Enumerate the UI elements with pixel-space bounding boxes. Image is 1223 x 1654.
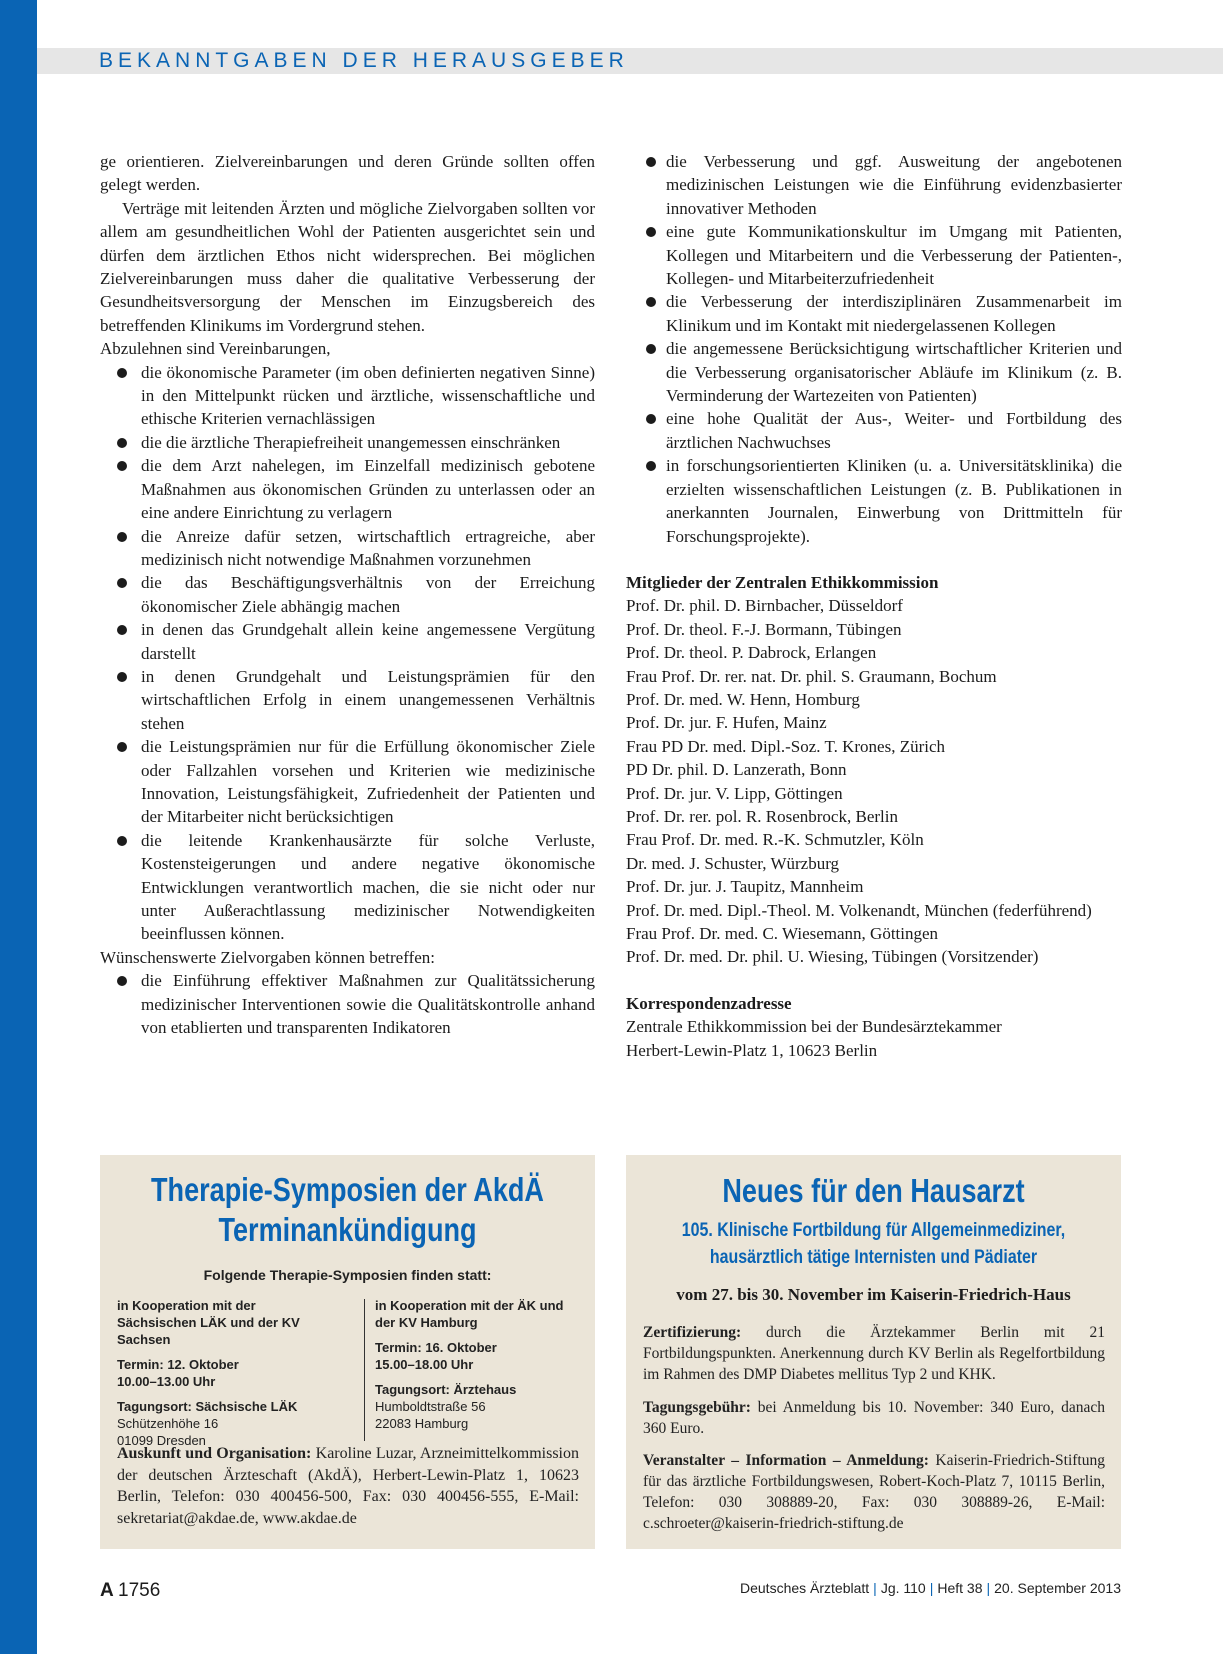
symposium-hamburg [375,1297,585,1432]
fee-info [643,1397,1105,1439]
symposium-columns [117,1297,577,1457]
list-item: die Anreize dafür setzen, wirtschaftlich ertragreiche, aber medizinisch nicht notwendige Maßnahmen vorzunehmen [100,525,595,572]
list-item: die Verbesserung der interdisziplinären Zusammenarbeit im Klinikum und im Kontakt mit niedergelassenen Kollegen [626,290,1122,337]
journal-issue: Heft 38 [937,1580,983,1596]
symposium-dresden [117,1297,327,1449]
member-entry: Dr. med. J. Schuster, Würzburg [626,853,840,873]
certification-label: Zertifizierung: [643,1324,742,1341]
termin-time: 10.00–13.00 Uhr [117,1374,216,1389]
list-item: die Leistungsprämien nur für die Erfüllung ökonomischer Ziele oder Fallzahlen vorsehen und Kriterien wie medizinische Innovation, Leistungsfähigkeit, Zufriedenheit der Patienten und der Mitarbeiter nicht berücksichtigen [100,735,595,829]
left-column [100,150,595,1039]
journal-info: Deutsches Ärzteblatt | Jg. 110 | Heft 38 | 20. September 2013 [740,1580,1121,1596]
venue-name: Tagungsort: Ärztehaus [375,1382,517,1397]
members-list [626,594,1122,969]
page-prefix: A [100,1580,114,1601]
box-title: Neues für den Hausarzt [722,1172,1025,1209]
correspondence-line: Zentrale Ethikkommission bei der Bundesärztekammer [626,1017,1002,1037]
member-entry: Frau Prof. Dr. med. R.-K. Schmutzler, Köln [626,830,924,850]
organizer-label: Veranstalter – Information – Anmeldung: [643,1452,929,1469]
venue-name: Tagungsort: Sächsische LÄK [117,1399,298,1414]
member-entry: PD Dr. phil. D. Lanzerath, Bonn [626,760,847,780]
section-title: BEKANNTGABEN DER HERAUSGEBER [99,49,629,72]
paragraph: ge orientieren. Zielvereinbarungen und deren Gründe sollten offen gelegt werden. [100,152,595,195]
cooperation-text: in Kooperation mit der ÄK und der KV Hamburg [375,1298,564,1330]
member-entry: Prof. Dr. phil. D. Birnbacher, Düsseldorf [626,596,903,616]
cooperation-text: in Kooperation mit der Sächsischen LÄK und der KV Sachsen [117,1298,300,1347]
contact-info [117,1443,579,1529]
member-entry: Prof. Dr. theol. F.-J. Bormann, Tübingen [626,619,902,639]
list-item: die das Beschäftigungsverhältnis von der Erreichung ökonomischer Ziele abhängig machen [100,571,595,618]
fee-text: bei Anmeldung bis 10. November: 340 Euro, danach 360 Euro. [643,1399,1105,1437]
organizer-info [643,1450,1105,1534]
contact-label: Auskunft und Organisation: [117,1445,312,1462]
right-column [626,150,1122,1062]
course-announcement-box [626,1155,1121,1549]
list-item: die ökonomische Parameter (im oben definierten negativen Sinne) in den Mittelpunkt rücken und ärztliche, wissenschaftliche und ethische Kriterien vernachlässigen [100,361,595,431]
symposium-announcement-box [100,1155,595,1549]
list-item: die die ärztliche Therapiefreiheit unangemessen einschränken [100,431,595,454]
venue-street: Humboldtstraße 56 [375,1399,486,1414]
list-item: in denen das Grundgehalt allein keine angemessene Vergütung darstellt [100,618,595,665]
member-entry: Frau PD Dr. med. Dipl.-Soz. T. Krones, Zürich [626,736,946,756]
list-item: die Einführung effektiver Maßnahmen zur Qualitätssicherung medizinischer Interventionen sowie die Qualitätskontrolle anhand von etablierten und transparenten Indikatoren [100,969,595,1039]
section-header-bar [37,48,1223,74]
fee-label: Tagungsgebühr: [643,1399,751,1416]
box-title: Terminankündigung [218,1211,477,1248]
venue-city: 01099 Dresden [117,1433,206,1448]
journal-volume: Jg. 110 [880,1580,926,1596]
list-item: die Verbesserung und ggf. Ausweitung der angebotenen medizinischen Leistungen wie die Einführung evidenzbasierter innovativer Methoden [626,150,1122,220]
correspondence-heading: Korrespondenzadresse [626,993,792,1013]
list-item: die angemessene Berücksichtigung wirtschaftlicher Kriterien und die Verbesserung organisatorischer Abläufe im Klinikum (z. B. Verminderung der Wartezeiten von Patienten) [626,337,1122,407]
certification-text: durch die Ärztekammer Berlin mit 21 Fortbildungspunkten. Anerkennung durch KV Berlin als Regelfortbildung im Rahmen des DMP Diabetes mellitus Typ 2 und KHK. [643,1324,1105,1383]
page-number: 1756 [118,1580,161,1601]
column-divider [364,1299,365,1441]
list-item: in denen Grundgehalt und Leistungsprämien für den wirtschaftlichen Erfolg in einem unangemessenen Verhältnis stehen [100,665,595,735]
side-color-bar [0,0,37,1654]
member-entry: Prof. Dr. med. Dipl.-Theol. M. Volkenandt, München (federführend) [626,900,1092,920]
journal-name: Deutsches Ärzteblatt [740,1580,870,1596]
member-entry: Prof. Dr. rer. pol. R. Rosenbrock, Berlin [626,806,898,826]
member-entry: Prof. Dr. jur. J. Taupitz, Mannheim [626,877,864,897]
member-entry: Prof. Dr. med. W. Henn, Homburg [626,689,860,709]
wish-list-continued [626,150,1122,548]
termin-date: Termin: 16. Oktober [375,1340,497,1355]
member-entry: Prof. Dr. jur. V. Lipp, Göttingen [626,783,843,803]
box-subtitle: 105. Klinische Fortbildung für Allgemeinmediziner, [681,1220,1066,1241]
box-subtitle: hausärztlich tätige Internisten und Pädiater [709,1247,1038,1268]
list-item: in forschungsorientierten Kliniken (u. a. Universitätsklinika) die erzielten wissenschaftlichen Leistungen (z. B. Publikationen in anerkannten Journalen, Einwerbung von Drittmitteln für Forschungsprojekte). [626,454,1122,548]
contact-text: Karoline Luzar, Arzneimittelkommission der deutschen Ärzteschaft (AkdÄ), Herbert-Lewin-Platz 1, 10623 Berlin, Telefon: 030 400456-500, Fax: 030 400456-555, E-Mail: sekretariat@akdae.de, www.akdae.de [117,1445,580,1527]
list-item: eine hohe Qualität der Aus-, Weiter- und Fortbildung des ärztlichen Nachwuchses [626,407,1122,454]
list-item: die dem Arzt nahelegen, im Einzelfall medizinisch gebotene Maßnahmen aus ökonomischen Gründen zu unterlassen oder an eine andere Einrichtung zu verlagern [100,454,595,524]
member-entry: Prof. Dr. med. Dr. phil. U. Wiesing, Tübingen (Vorsitzender) [626,947,1039,967]
list-intro: Abzulehnen sind Vereinbarungen, [100,339,331,359]
venue-city: 22083 Hamburg [375,1416,469,1431]
paragraph: Verträge mit leitenden Ärzten und mögliche Zielvorgaben sollten vor allem am gesundheitlichen Wohl der Patienten ausgerichtet sein und dürfen dem ärztlichen Ethos nicht widersprechen. Bei möglichen Zielvereinbarungen muss daher die qualitative Verbesserung der Gesundheitsversorgung der Menschen im Einzugsbereich des betreffenden Klinikums im Vordergrund stehen. [100,198,595,335]
box-subtitle: Folgende Therapie-Symposien finden statt: [203,1267,492,1283]
member-entry: Frau Prof. Dr. rer. nat. Dr. phil. S. Graumann, Bochum [626,666,997,686]
list-item: die leitende Krankenhausärzte für solche Verluste, Kostensteigerungen und andere negative ökonomische Entwicklungen verantwortlich machen, die sie nicht oder nur unter Außerachtlassung medizinischer Notwendigkeiten beeinflussen können. [100,829,595,946]
certification-info [643,1322,1105,1385]
member-entry: Frau Prof. Dr. med. C. Wiesemann, Göttingen [626,924,939,943]
list-item: eine gute Kommunikationskultur im Umgang mit Patienten, Kollegen und Mitarbeitern und die Verbesserung der Patienten-, Kollegen- und Mitarbeiterzufriedenheit [626,220,1122,290]
event-dates: vom 27. bis 30. November im Kaiserin-Friedrich-Haus [676,1285,1071,1304]
reject-list [100,361,595,946]
journal-date: 20. September 2013 [994,1580,1121,1596]
termin-date: Termin: 12. Oktober [117,1357,239,1372]
organizer-text: Kaiserin-Friedrich-Stiftung für das ärztliche Fortbildungswesen, Robert-Koch-Platz 7, 10115 Berlin, Telefon: 030 308889-20, Fax: 030 308889-26, E-Mail: c.schroeter@kaiserin-friedrich-stiftung.de [643,1452,1105,1532]
box-title: Therapie-Symposien der AkdÄ [151,1171,544,1208]
member-entry: Prof. Dr. theol. P. Dabrock, Erlangen [626,643,877,663]
list-intro: Wünschenswerte Zielvorgaben können betreffen: [100,947,435,967]
termin-time: 15.00–18.00 Uhr [375,1357,474,1372]
members-heading: Mitglieder der Zentralen Ethikkommission [626,572,939,592]
venue-street: Schützenhöhe 16 [117,1416,219,1431]
member-entry: Prof. Dr. jur. F. Hufen, Mainz [626,713,827,733]
wish-list [100,969,595,1039]
correspondence-line: Herbert-Lewin-Platz 1, 10623 Berlin [626,1040,878,1060]
